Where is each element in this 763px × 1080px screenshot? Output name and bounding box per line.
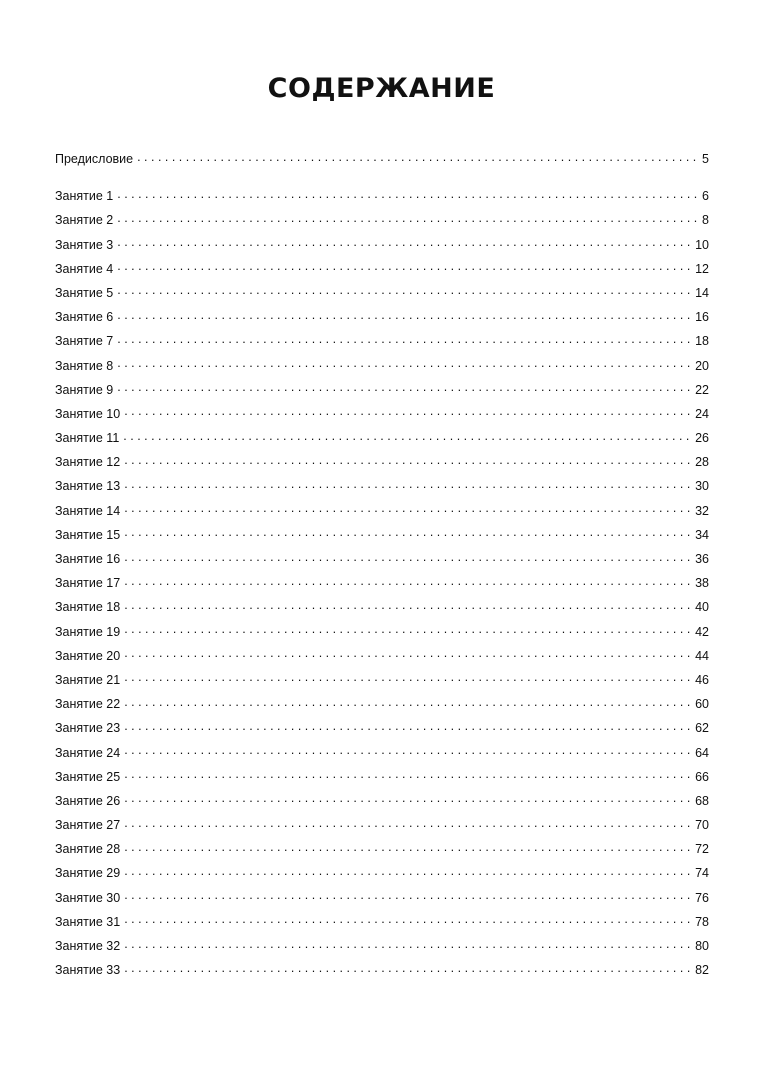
dot-leader	[117, 236, 693, 249]
toc-entry-label: Занятие 30	[55, 890, 121, 905]
toc-entry	[55, 378, 709, 402]
toc-entry-label: Занятие 11	[55, 431, 120, 446]
toc-entry-page-number: 30	[695, 479, 709, 494]
toc-entry-label: Занятие 27	[55, 818, 121, 833]
dot-leader	[124, 647, 693, 660]
toc-entry-label: Занятие 18	[55, 600, 121, 615]
toc-entry-label: Занятие 5	[55, 285, 114, 300]
toc-entry	[55, 910, 709, 934]
toc-entry-label: Занятие 12	[55, 455, 121, 470]
toc-entry-page-number: 14	[695, 285, 709, 300]
toc-entry-label: Занятие 4	[55, 261, 114, 276]
toc-entry-label: Занятие 6	[55, 310, 114, 325]
toc-entry-label: Занятие 31	[55, 914, 121, 929]
toc-entry	[55, 571, 709, 595]
dot-leader	[124, 720, 693, 733]
toc-entry	[55, 789, 709, 813]
toc-entry	[55, 499, 709, 523]
toc-entry-label: Занятие 20	[55, 648, 121, 663]
dot-leader	[117, 212, 700, 225]
toc-entry	[55, 281, 709, 305]
toc-entry-page-number: 78	[695, 914, 709, 929]
toc-entry-page-number: 44	[695, 648, 709, 663]
toc-entry	[55, 329, 709, 353]
toc-entry-page-number: 18	[695, 334, 709, 349]
toc-entry-label: Занятие 8	[55, 358, 114, 373]
toc-entry-page-number: 6	[702, 189, 709, 204]
toc-entry-label: Занятие 14	[55, 503, 121, 518]
toc-entry-page-number: 5	[702, 152, 709, 166]
dot-leader	[124, 623, 693, 636]
toc-entry	[55, 765, 709, 789]
toc-entry-page-number: 12	[695, 261, 709, 276]
toc-entry-label: Занятие 22	[55, 697, 121, 712]
toc-entry	[55, 450, 709, 474]
dot-leader	[124, 502, 693, 515]
toc-entry	[55, 837, 709, 861]
toc-entry	[55, 547, 709, 571]
dot-leader	[124, 551, 693, 564]
toc-entry-page-number: 26	[695, 431, 709, 446]
toc-entry-label: Занятие 13	[55, 479, 121, 494]
toc-entry-label: Занятие 17	[55, 576, 121, 591]
toc-entry-page-number: 8	[702, 213, 709, 228]
toc-entry	[55, 958, 709, 982]
toc-entry-label: Занятие 2	[55, 213, 114, 228]
toc-entry-label: Предисловие	[55, 152, 134, 166]
toc-entry	[55, 257, 709, 281]
dot-leader	[117, 284, 693, 297]
toc-entry-label: Занятие 15	[55, 527, 121, 542]
toc-entry	[55, 354, 709, 378]
dot-leader	[124, 575, 693, 588]
toc-entry	[55, 523, 709, 547]
toc-entry	[55, 716, 709, 740]
toc-entry-page-number: 76	[695, 890, 709, 905]
dot-leader	[124, 671, 693, 684]
dot-leader	[117, 381, 693, 394]
dot-leader	[124, 817, 693, 830]
toc-entry-page-number: 70	[695, 818, 709, 833]
toc-entry	[55, 184, 709, 208]
toc-entry	[55, 861, 709, 885]
toc-entry-page-number: 10	[695, 237, 709, 252]
dot-leader	[117, 309, 693, 322]
dot-leader	[124, 405, 693, 418]
toc-entry-page-number: 36	[695, 552, 709, 566]
toc-entry-label: Занятие 7	[55, 334, 114, 349]
toc-entry-page-number: 38	[695, 576, 709, 591]
toc-entry-page-number: 34	[695, 527, 709, 542]
toc-entry-label: Занятие 21	[55, 672, 121, 687]
toc-entry-page-number: 72	[695, 842, 709, 857]
page-title: СОДЕРЖАНИЕ	[267, 73, 496, 104]
toc-entry	[55, 426, 709, 450]
toc-entry-page-number: 22	[695, 382, 709, 397]
toc-entry-page-number: 64	[695, 745, 709, 760]
toc-entry-label: Занятие 3	[55, 237, 114, 252]
dot-leader	[124, 865, 693, 878]
dot-leader	[124, 962, 693, 975]
toc-entry-label: Занятие 23	[55, 721, 121, 736]
dot-leader	[124, 889, 693, 902]
toc-entry	[55, 644, 709, 668]
toc-entry-label: Занятие 25	[55, 769, 121, 784]
toc-entry-page-number: 40	[695, 600, 709, 615]
toc-entry-page-number: 20	[695, 358, 709, 373]
dot-leader	[117, 260, 693, 273]
dot-leader	[137, 151, 700, 164]
toc-entry-page-number: 74	[695, 866, 709, 881]
dot-leader	[124, 696, 693, 709]
dot-leader	[117, 357, 693, 370]
toc-entry-page-number: 46	[695, 672, 709, 687]
toc-entry-page-number: 28	[695, 455, 709, 470]
toc-entry	[55, 692, 709, 716]
toc-entry	[55, 208, 709, 232]
dot-leader	[124, 768, 693, 781]
toc-entry-page-number: 66	[695, 769, 709, 784]
toc-entry-page-number: 16	[695, 310, 709, 325]
dot-leader	[124, 792, 693, 805]
toc-entry	[55, 402, 709, 426]
toc-entry-label: Занятие 29	[55, 866, 121, 881]
toc-entry	[55, 620, 709, 644]
toc-entry-label: Занятие 32	[55, 939, 121, 953]
toc-entry-page-number: 32	[695, 503, 709, 518]
toc-entry-label: Занятие 28	[55, 842, 121, 857]
dot-leader	[124, 913, 693, 926]
toc-entry	[55, 233, 709, 257]
dot-leader	[117, 333, 693, 346]
dot-leader	[124, 526, 693, 539]
dot-leader	[124, 841, 693, 854]
toc-entry-page-number: 68	[695, 793, 709, 808]
dot-leader	[123, 430, 693, 443]
dot-leader	[124, 938, 693, 951]
toc-entry-page-number: 42	[695, 624, 709, 639]
toc-entry-preface	[55, 147, 709, 171]
table-of-contents	[55, 147, 709, 982]
toc-entry-page-number: 60	[695, 697, 709, 712]
toc-entry-label: Занятие 26	[55, 793, 121, 808]
toc-entry	[55, 668, 709, 692]
toc-entry	[55, 474, 709, 498]
dot-leader	[124, 454, 693, 467]
toc-entry	[55, 741, 709, 765]
toc-entry-page-number: 62	[695, 721, 709, 736]
toc-entry-page-number: 24	[695, 406, 709, 421]
toc-entry-label: Занятие 10	[55, 406, 121, 421]
toc-entry	[55, 595, 709, 619]
toc-entry-page-number: 82	[695, 963, 709, 978]
dot-leader	[124, 478, 693, 491]
toc-entry	[55, 305, 709, 329]
toc-entry-label: Занятие 19	[55, 624, 121, 639]
toc-entry	[55, 934, 709, 958]
toc-entry-label: Занятие 24	[55, 745, 121, 760]
toc-entry-label: Занятие 1	[55, 189, 114, 204]
toc-entry-label: Занятие 16	[55, 552, 121, 566]
dot-leader	[117, 188, 700, 201]
toc-entry-label: Занятие 9	[55, 382, 114, 397]
toc-entry	[55, 886, 709, 910]
dot-leader	[124, 599, 693, 612]
toc-entry	[55, 813, 709, 837]
dot-leader	[124, 744, 693, 757]
toc-entry-label: Занятие 33	[55, 963, 121, 978]
toc-entry-page-number: 80	[695, 939, 709, 953]
